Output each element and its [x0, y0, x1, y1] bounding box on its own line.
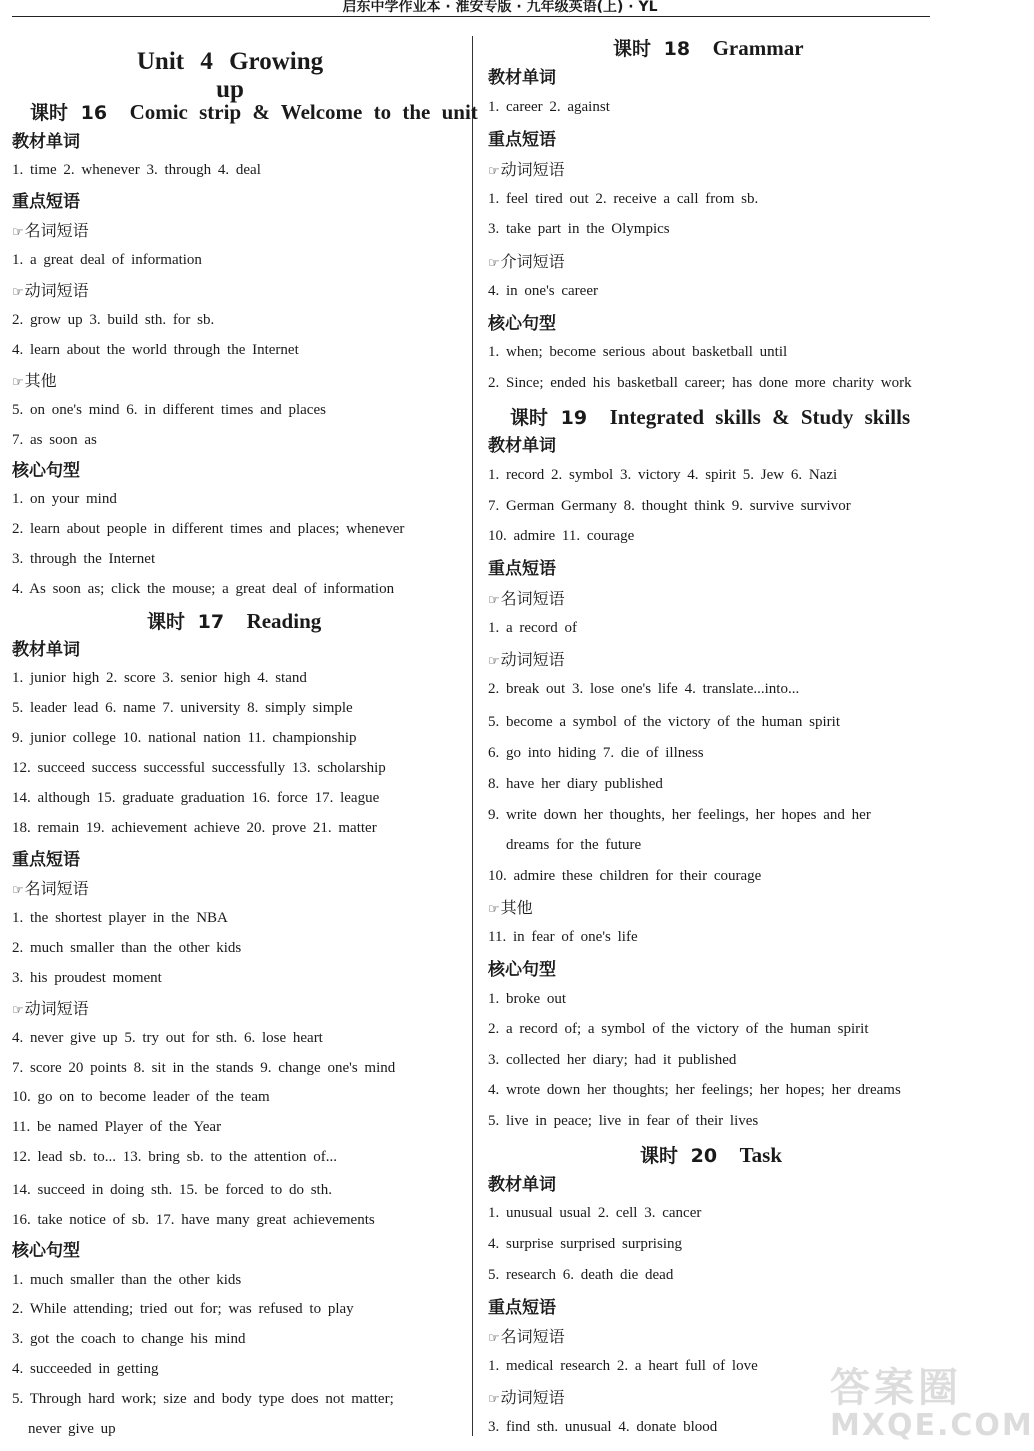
lesson-19-title: 课时 19 Integrated skills & Study skills [510, 405, 911, 429]
text-line: 4. never give up 5. try out for sth. 6. lose heart [12, 1030, 323, 1046]
section-vocab: 教材单词 [488, 436, 556, 456]
subsection-noun: ☞名词短语 [12, 879, 89, 898]
subsection-verb: ☞动词短语 [12, 281, 89, 300]
text-line: 18. remain 19. achievement achieve 20. prove 21. matter [12, 820, 377, 836]
text-line: 4. in one's career [488, 283, 598, 299]
text-line: 2. a record of; a symbol of the victory of the human spirit [488, 1021, 869, 1037]
text-line: 2. grow up 3. build sth. for sb. [12, 312, 215, 328]
text-line: 11. be named Player of the Year [12, 1119, 222, 1135]
pointing-hand-icon: ☞ [12, 225, 24, 240]
section-vocab: 教材单词 [12, 640, 80, 660]
text-line: 3. collected her diary; had it published [488, 1052, 737, 1068]
section-core: 核心句型 [12, 461, 80, 481]
text-line: 1. the shortest player in the NBA [12, 910, 228, 926]
subsection-prep: ☞介词短语 [488, 252, 565, 271]
lesson-17-title: 课时 17 Reading [147, 609, 322, 633]
subsection-other: ☞其他 [488, 898, 533, 917]
subsection-noun: ☞名词短语 [488, 1327, 565, 1346]
text-line: 5. leader lead 6. name 7. university 8. simply simple [12, 700, 353, 716]
text-line: 10. go on to become leader of the team [12, 1089, 270, 1105]
subsection-verb: ☞动词短语 [12, 999, 89, 1018]
pointing-hand-icon: ☞ [488, 654, 500, 669]
subsection-verb: ☞动词短语 [488, 650, 565, 669]
pointing-hand-icon: ☞ [12, 883, 24, 898]
text-line: 4. succeeded in getting [12, 1361, 159, 1377]
subsection-other: ☞其他 [12, 371, 57, 390]
text-line: 8. have her diary published [488, 776, 663, 792]
pointing-hand-icon: ☞ [488, 164, 500, 179]
section-vocab: 教材单词 [488, 1175, 556, 1195]
column-divider [472, 36, 473, 1436]
watermark-text: 答案圈 [830, 1365, 962, 1411]
text-line: 10. admire 11. courage [488, 528, 635, 544]
text-line: 14. although 15. graduate graduation 16. force 17. league [12, 790, 380, 806]
lesson-20-title: 课时 20 Task [640, 1143, 782, 1167]
text-line: 5. Through hard work; size and body type does not matter; [12, 1391, 394, 1407]
text-line: 2. While attending; tried out for; was refused to play [12, 1301, 354, 1317]
text-line: 1. on your mind [12, 491, 117, 507]
text-line: 2. break out 3. lose one's life 4. translate...into... [488, 681, 800, 697]
text-line: 4. surprise surprised surprising [488, 1236, 682, 1252]
text-line: 2. Since; ended his basketball career; has done more charity work [488, 375, 912, 391]
subsection-noun: ☞名词短语 [488, 589, 565, 608]
text-line: 3. his proudest moment [12, 970, 162, 986]
text-line: 1. when; become serious about basketball until [488, 344, 788, 360]
text-line: 4. wrote down her thoughts; her feelings; her hopes; her dreams [488, 1082, 901, 1098]
text-line: 5. live in peace; live in fear of their lives [488, 1113, 759, 1129]
text-line: 4. learn about the world through the Internet [12, 342, 299, 358]
text-line: 3. through the Internet [12, 551, 156, 567]
header-rule [12, 16, 930, 17]
running-header: 启东中学作业本 · 淮安专版 · 九年级英语(上) · YL [342, 0, 658, 15]
section-core: 核心句型 [488, 960, 556, 980]
text-line: 11. in fear of one's life [488, 929, 638, 945]
text-line: 14. succeed in doing sth. 15. be forced to do sth. [12, 1182, 332, 1198]
section-core: 核心句型 [12, 1241, 80, 1261]
text-line: 1. feel tired out 2. receive a call from sb. [488, 191, 759, 207]
text-line: 6. go into hiding 7. die of illness [488, 745, 704, 761]
text-line: 1. medical research 2. a heart full of love [488, 1358, 758, 1374]
text-line: 2. much smaller than the other kids [12, 940, 242, 956]
pointing-hand-icon: ☞ [488, 256, 500, 271]
lesson-16-title: 课时 16 Comic strip & Welcome to the unit [30, 100, 478, 124]
text-line: 1. a record of [488, 620, 577, 636]
watermark-logo [820, 1356, 1034, 1446]
unit-title: Unit 4 Growing up [136, 48, 324, 103]
text-line: 7. as soon as [12, 432, 97, 448]
section-core: 核心句型 [488, 314, 556, 334]
pointing-hand-icon: ☞ [12, 375, 24, 390]
text-line: 7. German Germany 8. thought think 9. survive survivor [488, 498, 851, 514]
text-line: 1. much smaller than the other kids [12, 1272, 242, 1288]
text-line: 1. time 2. whenever 3. through 4. deal [12, 162, 261, 178]
text-line: never give up [28, 1421, 116, 1437]
text-line: 3. find sth. unusual 4. donate blood [488, 1419, 718, 1435]
text-line: dreams for the future [506, 837, 642, 853]
section-phrases: 重点短语 [12, 192, 80, 212]
pointing-hand-icon: ☞ [488, 1392, 500, 1407]
pointing-hand-icon: ☞ [488, 1331, 500, 1346]
text-line: 16. take notice of sb. 17. have many great achievements [12, 1212, 375, 1228]
text-line: 1. broke out [488, 991, 567, 1007]
section-phrases: 重点短语 [488, 559, 556, 579]
text-line: 7. score 20 points 8. sit in the stands 9. change one's mind [12, 1060, 396, 1076]
section-phrases: 重点短语 [12, 850, 80, 870]
text-line: 4. As soon as; click the mouse; a great deal of information [12, 581, 395, 597]
section-phrases: 重点短语 [488, 1298, 556, 1318]
text-line: 9. junior college 10. national nation 11. championship [12, 730, 357, 746]
lesson-18-title: 课时 18 Grammar [613, 36, 804, 60]
text-line: 9. write down her thoughts, her feelings, her hopes and her [488, 807, 871, 823]
text-line: 12. succeed success successful successfully 13. scholarship [12, 760, 386, 776]
text-line: 1. record 2. symbol 3. victory 4. spirit 5. Jew 6. Nazi [488, 467, 838, 483]
text-line: 12. lead sb. to... 13. bring sb. to the attention of... [12, 1149, 337, 1165]
section-vocab: 教材单词 [12, 132, 80, 152]
text-line: 3. take part in the Olympics [488, 221, 670, 237]
text-line: 1. unusual usual 2. cell 3. cancer [488, 1205, 702, 1221]
pointing-hand-icon: ☞ [488, 593, 500, 608]
pointing-hand-icon: ☞ [12, 285, 24, 300]
text-line: 2. learn about people in different times and places; whenever [12, 521, 405, 537]
section-vocab: 教材单词 [488, 68, 556, 88]
text-line: 5. on one's mind 6. in different times and places [12, 402, 326, 418]
text-line: 10. admire these children for their courage [488, 868, 762, 884]
text-line: 3. got the coach to change his mind [12, 1331, 246, 1347]
section-phrases: 重点短语 [488, 130, 556, 150]
subsection-verb: ☞动词短语 [488, 1388, 565, 1407]
watermark-url: MXQE.COM [830, 1408, 1034, 1443]
subsection-noun: ☞名词短语 [12, 221, 89, 240]
text-line: 5. become a symbol of the victory of the human spirit [488, 714, 841, 730]
text-line: 1. career 2. against [488, 99, 610, 115]
pointing-hand-icon: ☞ [488, 902, 500, 917]
text-line: 1. junior high 2. score 3. senior high 4. stand [12, 670, 307, 686]
text-line: 5. research 6. death die dead [488, 1267, 674, 1283]
subsection-verb: ☞动词短语 [488, 160, 565, 179]
pointing-hand-icon: ☞ [12, 1003, 24, 1018]
text-line: 1. a great deal of information [12, 252, 202, 268]
